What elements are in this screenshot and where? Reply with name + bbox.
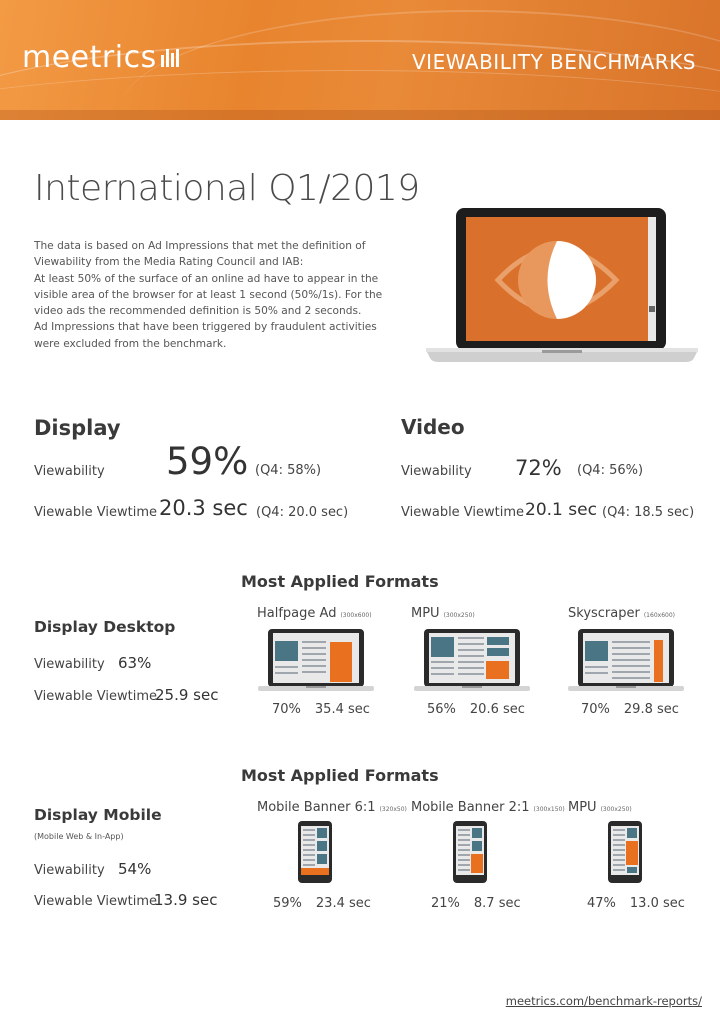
mpu-laptop-icon [414,628,530,694]
desktop-format-stats [581,702,679,717]
halfpage-laptop-icon [258,628,374,694]
mobile-viewtime-label: Viewable Viewtime [34,894,158,909]
format-size: (160x600) [643,612,675,619]
display-title: Display [34,416,121,440]
mobile-format-stats [431,896,521,911]
display-viewtime-prev: (Q4: 20.0 sec) [256,505,349,520]
format-size: (300x250) [600,806,632,813]
video-viewtime-value: 20.1 sec [525,500,597,520]
format-size: (300x600) [340,612,372,619]
format-viewability: 47% [587,896,616,911]
format-viewtime: 20.6 sec [469,702,525,717]
mobile-format-name [568,800,632,815]
display-viewtime-value: 20.3 sec [159,496,248,520]
desktop-format-stats [272,702,370,717]
format-name-text: MPU [568,800,597,815]
mobile-banner-6-1-phone-icon [297,820,333,884]
header-title: VIEWABILITY BENCHMARKS [412,50,696,74]
display-mobile-title: Display Mobile [34,806,162,824]
format-viewability: 59% [273,896,302,911]
format-name-text: Skyscraper [568,606,640,621]
desktop-format-name [411,606,475,621]
format-viewtime: 8.7 sec [473,896,521,911]
mobile-format-name [257,800,407,815]
format-name-text: MPU [411,606,440,621]
format-viewability: 70% [581,702,610,717]
intro-text [34,238,384,352]
format-size: (320x50) [379,806,407,813]
desktop-format-stats [427,702,525,717]
logo-bars-icon [161,40,181,75]
display-viewability-prev: (Q4: 58%) [255,463,322,478]
mobile-formats-heading: Most Applied Formats [241,766,439,785]
display-desktop-title: Display Desktop [34,618,176,636]
meetrics-logo [22,40,181,75]
video-title: Video [401,415,465,439]
format-name-text: Mobile Banner 6:1 [257,800,376,815]
page-title: International Q1/2019 [34,168,420,209]
logo-text: meetrics [22,40,157,75]
format-size: (300x150) [533,806,565,813]
video-viewability-prev: (Q4: 56%) [577,463,644,478]
display-viewability-value: 59% [166,440,249,483]
intro-line: The data is based on Ad Impressions that met the definition of [34,240,366,252]
laptop-eye-icon [426,206,698,366]
format-size: (300x250) [443,612,475,619]
format-viewability: 21% [431,896,460,911]
format-viewability: 70% [272,702,301,717]
intro-line: Ad Impressions that have been triggered by fraudulent activities [34,321,377,334]
desktop-format-name [257,606,372,621]
mobile-format-stats [587,896,685,911]
format-viewtime: 23.4 sec [315,896,371,911]
format-name-text: Mobile Banner 2:1 [411,800,530,815]
intro-line: Viewability from the Media Rating Council and IAB: [34,256,304,269]
intro-line: were excluded from the benchmark. [34,337,227,350]
skyscraper-laptop-icon [568,628,684,694]
mobile-format-stats [273,896,371,911]
intro-line: visible area of the browser for at least 1 second (50%/1s). For the [34,288,383,301]
display-viewability-label: Viewability [34,464,105,479]
display-viewtime-label: Viewable Viewtime [34,505,158,520]
mobile-banner-2-1-phone-icon [452,820,488,884]
mobile-viewtime-value: 13.9 sec [154,891,218,909]
video-viewability-value: 72% [515,456,562,480]
desktop-formats-heading: Most Applied Formats [241,572,439,591]
desktop-format-name [568,606,675,621]
desktop-viewability-label: Viewability [34,657,105,672]
video-viewtime-prev: (Q4: 18.5 sec) [602,505,695,520]
intro-line: At least 50% of the surface of an online ad have to appear in the [34,272,379,285]
display-mobile-subtitle: (Mobile Web & In-App) [34,832,124,841]
intro-line: video ads the recommended definition is 50% and 2 seconds. [34,305,362,318]
mobile-format-name [411,800,565,815]
mobile-mpu-phone-icon [607,820,643,884]
format-name-text: Halfpage Ad [257,606,337,621]
format-viewtime: 35.4 sec [314,702,370,717]
mobile-viewability-label: Viewability [34,863,105,878]
desktop-viewtime-label: Viewable Viewtime [34,689,158,704]
video-viewtime-label: Viewable Viewtime [401,505,525,520]
desktop-viewtime-value: 25.9 sec [155,686,219,704]
benchmark-reports-link[interactable]: meetrics.com/benchmark-reports/ [505,994,702,1008]
desktop-viewability-value: 63% [118,654,152,672]
video-viewability-label: Viewability [401,464,472,479]
mobile-viewability-value: 54% [118,860,152,878]
format-viewtime: 29.8 sec [623,702,679,717]
format-viewability: 56% [427,702,456,717]
format-viewtime: 13.0 sec [629,896,685,911]
